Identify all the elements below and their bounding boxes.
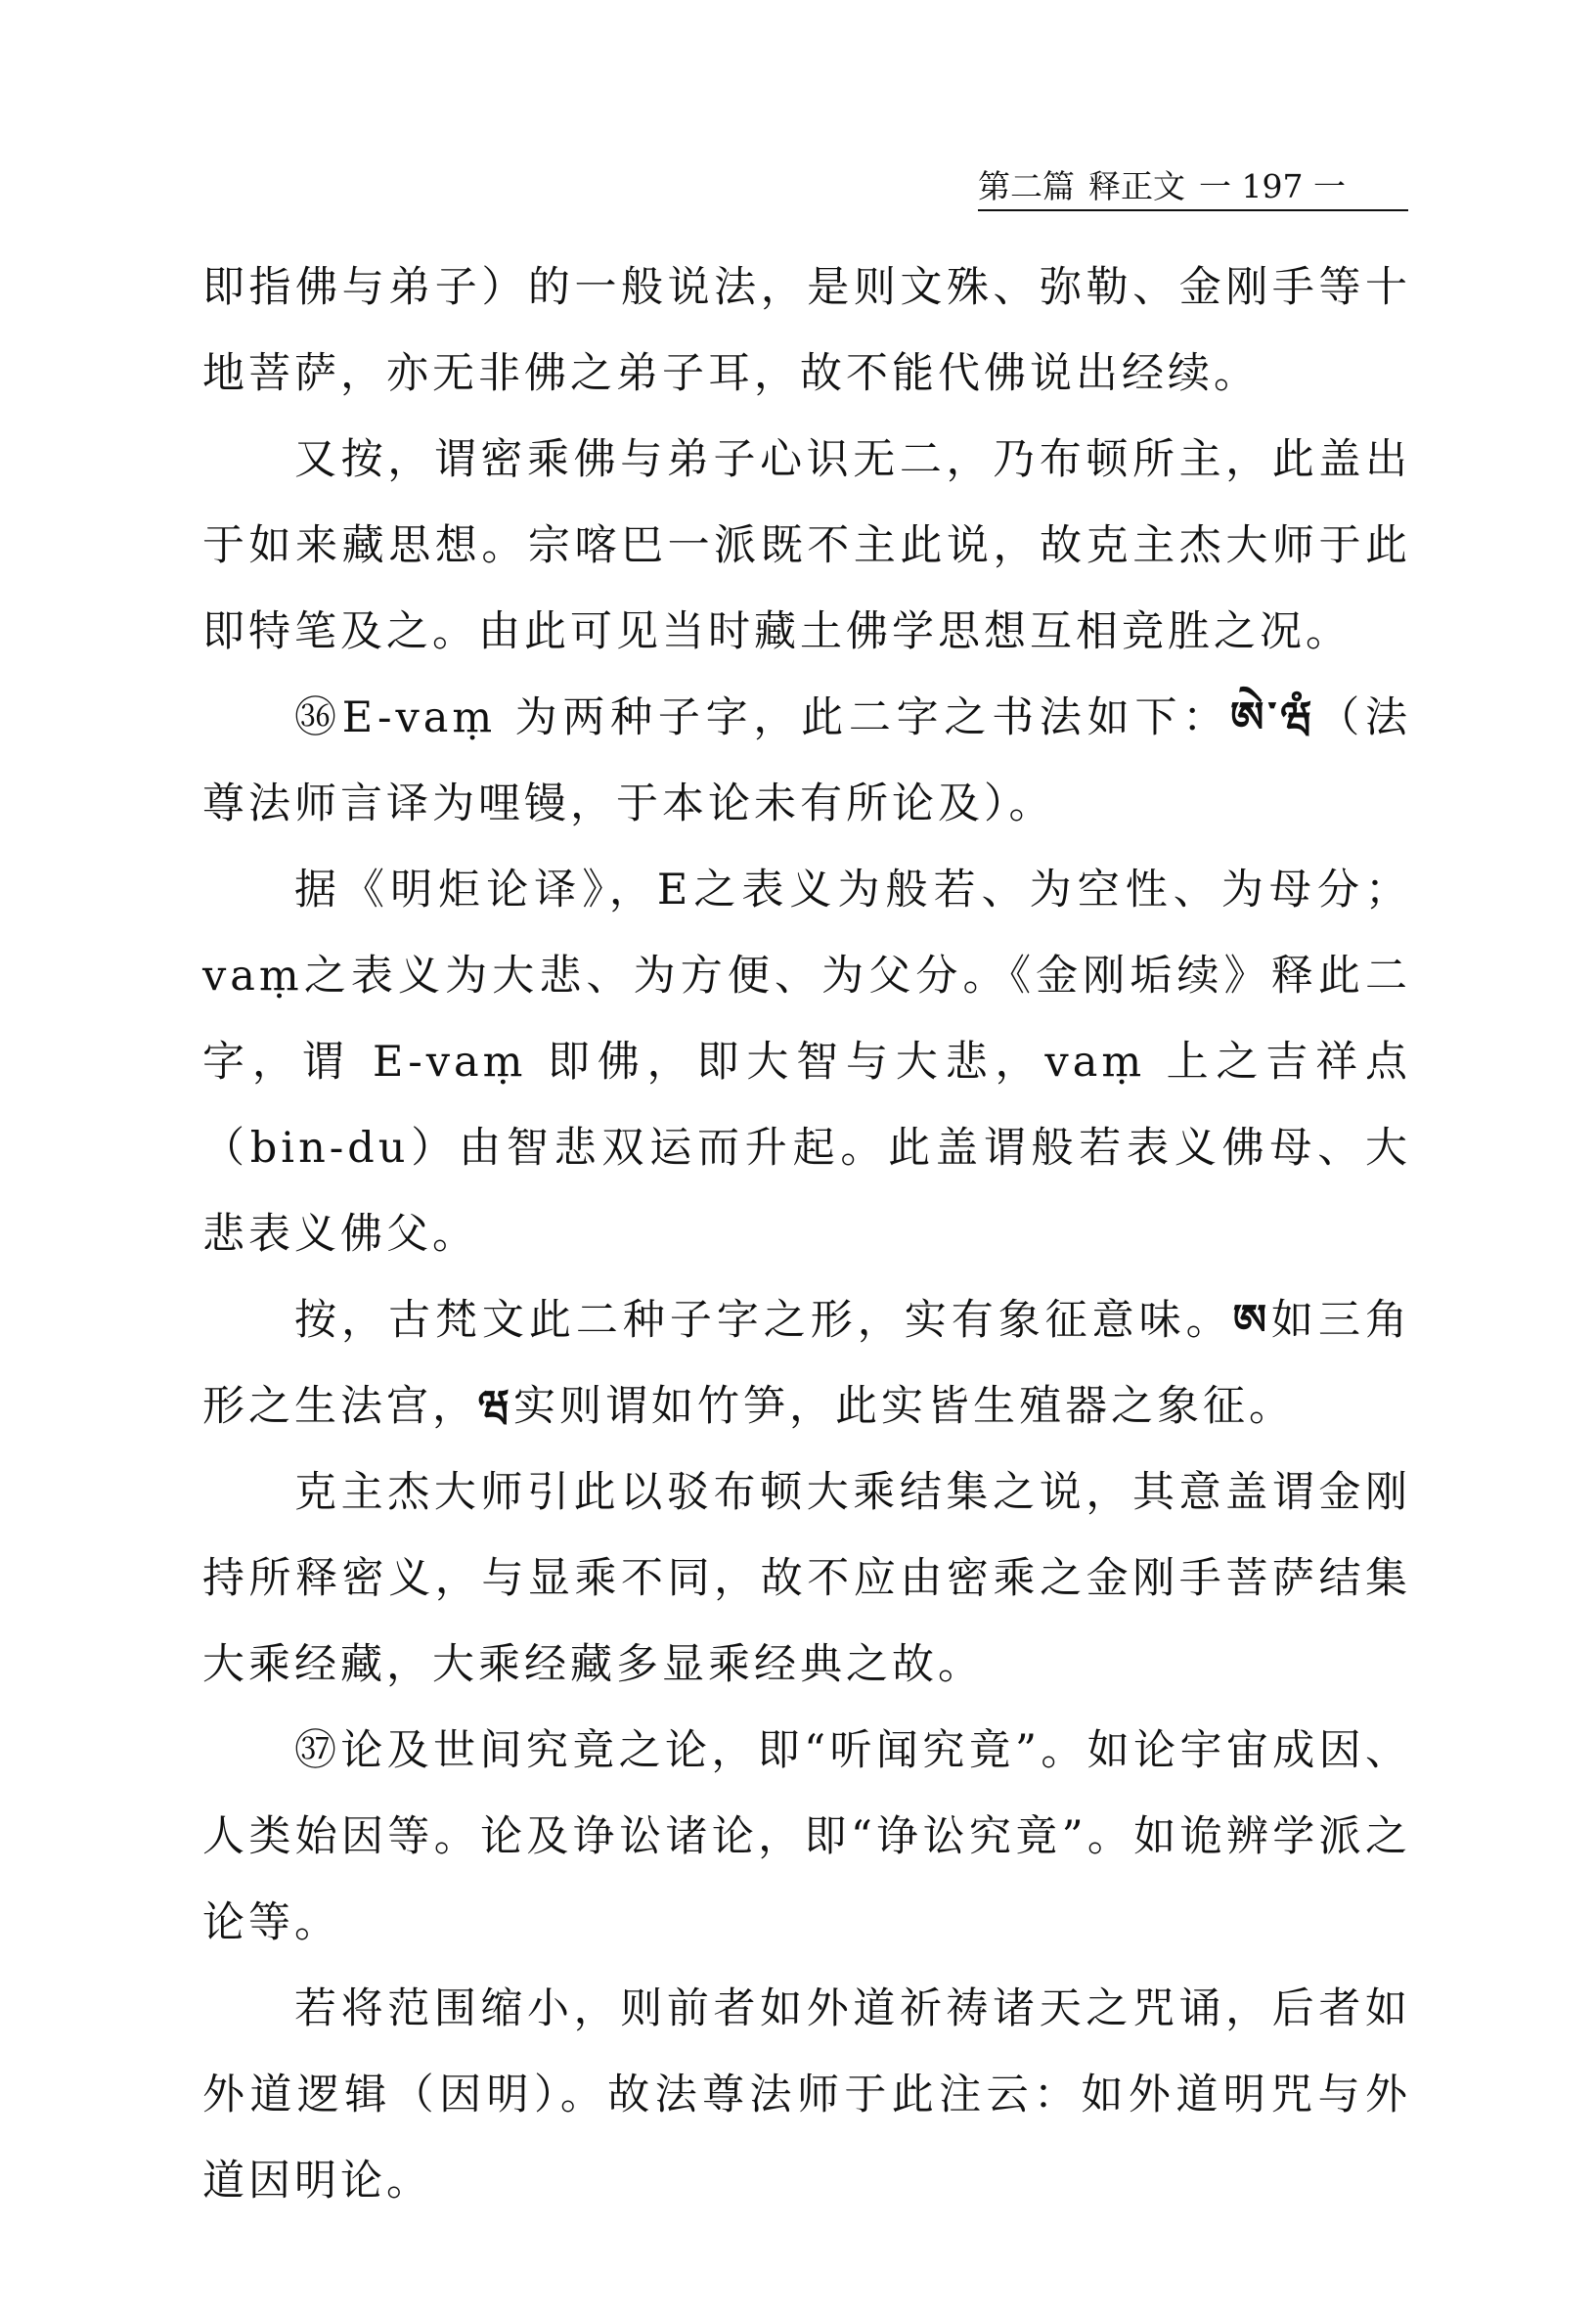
page-body (202, 245, 1411, 2224)
paragraph-7-note-37: ㊲论及世间究竟之论，即“听闻究竟”。如论宇宙成因、人类始因等。论及诤讼诸论，即“诤讼究竟”。如诡辨学派之论等。 (202, 1726, 1411, 1947)
evam-seed-syllables-glyph: ཨེ་ཝཾ (1229, 693, 1316, 742)
e-syllable-glyph: ཨ (1232, 1296, 1271, 1345)
paragraph-2: 又按，谓密乘佛与弟子心识无二，乃布顿所主，此盖出于如来藏思想。宗喀巴一派既不主此说，故克主杰大师于此即特笔及之。由此可见当时藏土佛学思想互相竞胜之况。 (202, 435, 1411, 656)
vam-syllable-glyph: ཝ (478, 1382, 514, 1431)
paragraph-5-text-a: 按，古梵文此二种子字之形，实有象征意味。 (294, 1296, 1233, 1345)
paragraph-5-text-c: 实则谓如竹笋，此实皆生殖器之象征。 (513, 1382, 1296, 1431)
header-title: 释正文 (1088, 167, 1185, 205)
paragraph-1: 即指佛与弟子）的一般说法，是则文殊、弥勒、金刚手等十地菩萨，亦无非佛之弟子耳，故不能代佛说出经续。 (202, 263, 1411, 398)
note-36-text-b: （法尊法师言译为哩镘，于本论未有所论及）。 (202, 693, 1411, 828)
paragraph-8: 若将范围缩小，则前者如外道祈祷诸天之咒诵，后者如外道逻辑（因明）。故法尊法师于此注云：如外道明咒与外道因明论。 (202, 1984, 1411, 2206)
paragraph-5-text-b: 如三角形之生法宫， (202, 1296, 1412, 1431)
header-section: 第二篇 (978, 167, 1075, 205)
note-36-text-a: ㊱E-vaṃ 为两种子字，此二字之书法如下： (294, 693, 1230, 742)
paragraph-6: 克主杰大师引此以驳布顿大乘结集之说，其意盖谓金刚持所释密义，与显乘不同，故不应由密乘之金刚手菩萨结集大乘经藏，大乘经藏多显乘经典之故。 (202, 1468, 1411, 1689)
running-header (978, 164, 1408, 211)
paragraph-3-note-36 (202, 675, 1411, 847)
page-number: 一 197 一 (1199, 167, 1346, 205)
paragraph-5 (202, 1277, 1411, 1449)
paragraph-4: 据《明炬论译》，E之表义为般若、为空性、为母分；vaṃ之表义为大悲、为方便、为父分。《金刚垢续》释此二字，谓 E-vaṃ 即佛，即大智与大悲，vaṃ 上之吉祥点（bin-du）由智悲双运而升起。此盖谓般若表义佛母、大悲表义佛父。 (202, 866, 1411, 1259)
